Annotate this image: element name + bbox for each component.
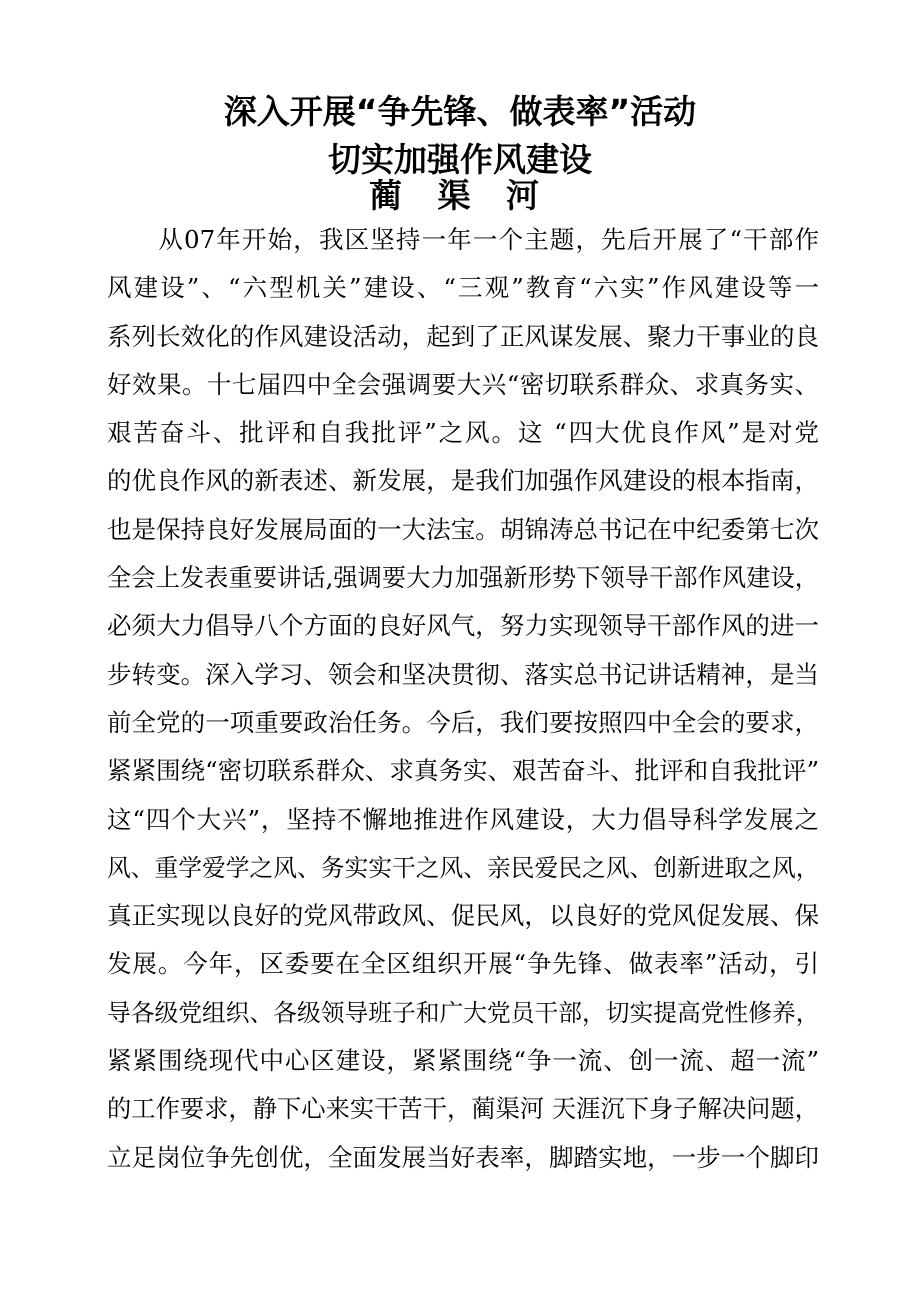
body-line: 立足岗位争先创优，全面发展当好表率，脚踏实地，一步一个脚印 bbox=[107, 1142, 819, 1172]
body-line: 的工作要求，静下心来实干苦干，蔺渠河 天涯沉下身子解决问题， bbox=[107, 1094, 819, 1124]
body-line: 全会上发表重要讲话,强调要大力加强新形势下领导干部作风建设， bbox=[107, 563, 819, 593]
body-line: 前全党的一项重要政治任务。今后，我们要按照四中全会的要求， bbox=[107, 707, 819, 737]
body-line: 系列长效化的作风建设活动，起到了正风谋发展、聚力干事业的良 bbox=[107, 321, 819, 351]
body-line: 发展。今年，区委要在全区组织开展“争先锋、做表率”活动，引 bbox=[107, 949, 819, 979]
body-line: 紧紧围绕现代中心区建设，紧紧围绕“争一流、创一流、超一流” bbox=[107, 1046, 819, 1076]
body-line: 好效果。十七届四中全会强调要大兴“密切联系群众、求真务实、 bbox=[107, 369, 819, 399]
body-line: 真正实现以良好的党风带政风、促民风，以良好的党风促发展、保 bbox=[107, 901, 819, 931]
body-line: 也是保持良好发展局面的一大法宝。胡锦涛总书记在中纪委第七次 bbox=[107, 514, 819, 544]
body-line: 导各级党组织、各级领导班子和广大党员干部，切实提高党性修养， bbox=[107, 998, 820, 1027]
document-title-line-1: 深入开展“争先锋、做表率”活动 bbox=[223, 92, 697, 131]
body-line: 风建设”、“六型机关”建设、“三观”教育“六实”作风建设等一 bbox=[107, 273, 819, 303]
body-line: 这“四个大兴”，坚持不懈地推进作风建设，大力倡导科学发展之 bbox=[107, 804, 819, 834]
document-body bbox=[107, 216, 819, 1182]
body-line: 从07年开始，我区坚持一年一个主题，先后开展了“干部作 bbox=[107, 225, 819, 254]
document-author: 蔺 渠 河 bbox=[369, 176, 551, 215]
document-title-line-2: 切实加强作风建设 bbox=[328, 140, 592, 179]
body-line: 步转变。深入学习、领会和坚决贯彻、落实总书记讲话精神，是当 bbox=[107, 659, 819, 689]
body-line: 风、重学爱学之风、务实实干之风、亲民爱民之风、创新进取之风， bbox=[107, 853, 820, 882]
body-line: 紧紧围绕“密切联系群众、求真务实、艰苦奋斗、批评和自我批评” bbox=[107, 756, 819, 786]
body-line: 艰苦奋斗、批评和自我批评”之风。这 “四大优良作风”是对党 bbox=[107, 418, 819, 448]
body-line: 必须大力倡导八个方面的良好风气，努力实现领导干部作风的进一 bbox=[107, 611, 819, 641]
body-line: 的优良作风的新表述、新发展，是我们加强作风建设的根本指南， bbox=[107, 466, 819, 496]
